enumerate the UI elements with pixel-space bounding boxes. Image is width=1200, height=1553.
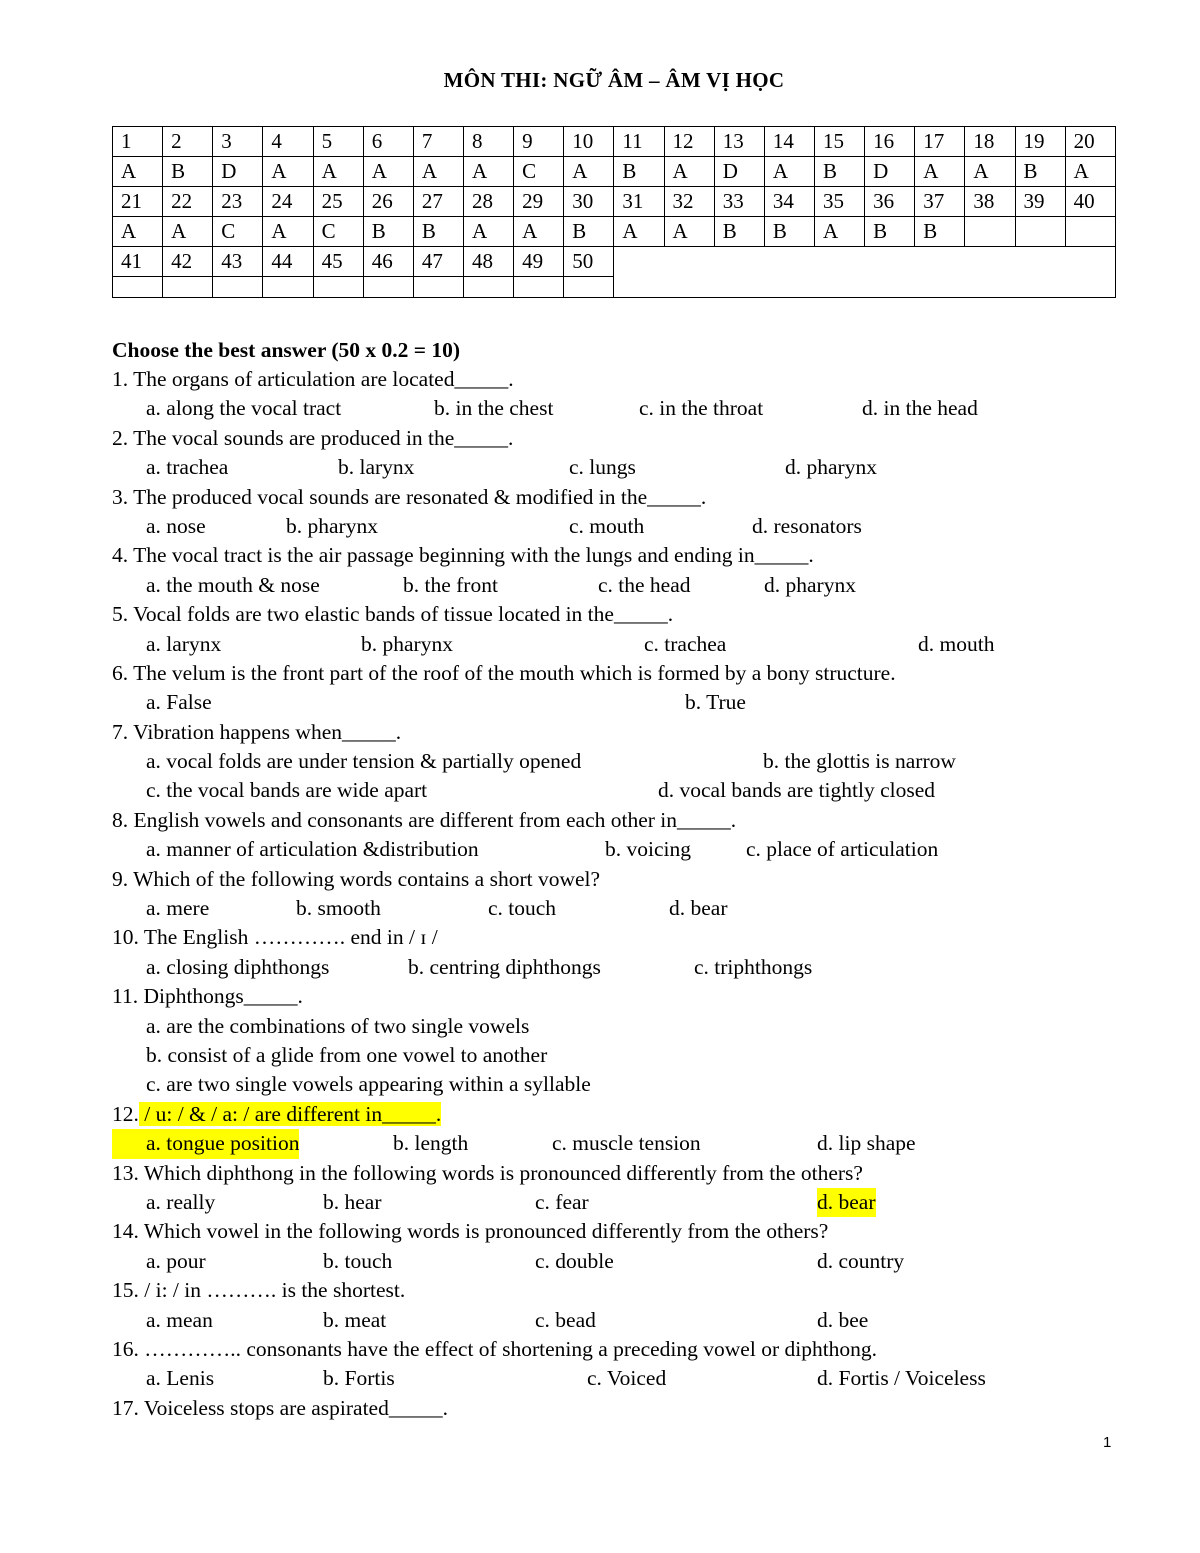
table-cell: A xyxy=(814,217,864,247)
table-cell: A xyxy=(363,157,413,187)
table-cell xyxy=(263,277,313,298)
option: b. in the chest xyxy=(434,396,554,421)
table-cell: 34 xyxy=(764,187,814,217)
table-cell: 39 xyxy=(1015,187,1065,217)
table-cell: 16 xyxy=(865,127,915,157)
table-cell: D xyxy=(213,157,263,187)
option: b. larynx xyxy=(338,455,415,480)
table-cell: 31 xyxy=(614,187,664,217)
option-row xyxy=(112,747,1112,776)
table-cell: B xyxy=(865,217,915,247)
question-text: 5. Vocal folds are two elastic bands of tissue located in the_____. xyxy=(112,602,674,627)
table-cell: A xyxy=(764,157,814,187)
option: c. trachea xyxy=(644,631,727,656)
question-text: 4. The vocal tract is the air passage beginning with the lungs and ending in_____. xyxy=(112,543,814,568)
option: c. lungs xyxy=(569,455,636,480)
table-cell: 11 xyxy=(614,127,664,157)
option: c. the head xyxy=(598,572,691,597)
table-cell: 40 xyxy=(1065,187,1115,217)
table-cell: 32 xyxy=(664,187,714,217)
table-cell: B xyxy=(814,157,864,187)
option: b. length xyxy=(393,1131,469,1156)
table-cell: 37 xyxy=(915,187,965,217)
table-cell: 41 xyxy=(113,247,163,277)
table-cell: 25 xyxy=(313,187,363,217)
table-cell: B xyxy=(714,217,764,247)
question-text: 6. The velum is the front part of the roof of the mouth which is formed by a bony structure. xyxy=(112,660,896,685)
table-cell: 13 xyxy=(714,127,764,157)
table-row xyxy=(113,187,1116,217)
question-text: 1. The organs of articulation are located_____. xyxy=(112,367,514,391)
table-cell: D xyxy=(714,157,764,187)
table-cell: 1 xyxy=(113,127,163,157)
table-cell: A xyxy=(614,217,664,247)
option: b. centring diphthongs xyxy=(408,954,601,979)
option: d. pharynx xyxy=(764,572,856,597)
option-row xyxy=(112,1129,1112,1158)
table-cell: 49 xyxy=(514,247,564,277)
option-row xyxy=(112,571,1112,600)
table-cell xyxy=(213,277,263,298)
page-number: 1 xyxy=(1103,1434,1112,1451)
table-cell: 45 xyxy=(313,247,363,277)
table-cell: A xyxy=(113,157,163,187)
table-cell: 9 xyxy=(514,127,564,157)
option: b. consist of a glide from one vowel to another xyxy=(146,1042,548,1067)
option-row xyxy=(112,1247,1112,1276)
option: a. larynx xyxy=(146,631,222,656)
option: c. mouth xyxy=(569,513,645,538)
option: a. pour xyxy=(146,1248,206,1273)
question-text: 3. The produced vocal sounds are resonated & modified in the_____. xyxy=(112,484,707,509)
table-cell: 20 xyxy=(1065,127,1115,157)
option: d. country xyxy=(817,1248,905,1273)
option-row xyxy=(112,1012,1112,1041)
table-cell: B xyxy=(163,157,213,187)
question-text: 10. The English …………. end in / ɪ / xyxy=(112,925,438,950)
option: b. smooth xyxy=(296,896,381,921)
table-cell: 18 xyxy=(965,127,1015,157)
table-cell: 27 xyxy=(413,187,463,217)
option: b. voicing xyxy=(605,837,691,862)
question-text: 7. Vibration happens when_____. xyxy=(112,719,402,744)
option: c. the vocal bands are wide apart xyxy=(146,778,428,803)
table-cell: D xyxy=(865,157,915,187)
table-cell: 48 xyxy=(463,247,513,277)
table-cell: A xyxy=(664,157,714,187)
table-row xyxy=(113,127,1116,157)
page-title: MÔN THI: NGỮ ÂM – ÂM VỊ HỌC xyxy=(443,68,785,92)
table-cell: A xyxy=(664,217,714,247)
option: a. closing diphthongs xyxy=(146,954,330,979)
table-cell xyxy=(514,277,564,298)
option: a. mean xyxy=(146,1307,213,1332)
question-text: 15. / i: / in ………. is the shortest. xyxy=(112,1278,406,1303)
option: b. meat xyxy=(323,1307,387,1332)
table-cell: A xyxy=(163,217,213,247)
question-text: 16. ………….. consonants have the effect of shortening a preceding vowel or diphthong. xyxy=(112,1336,878,1361)
option-row xyxy=(112,1041,1112,1070)
option: a. vocal folds are under tension & partially opened xyxy=(146,749,582,774)
table-cell: 38 xyxy=(965,187,1015,217)
option: a. the mouth & nose xyxy=(146,572,320,597)
table-cell: C xyxy=(514,157,564,187)
option: c. in the throat xyxy=(639,396,764,421)
table-cell xyxy=(113,277,163,298)
option: b. touch xyxy=(323,1248,393,1273)
table-cell: 4 xyxy=(263,127,313,157)
option: b. pharynx xyxy=(361,631,453,656)
table-cell: A xyxy=(915,157,965,187)
option: d. bee xyxy=(817,1307,869,1332)
table-cell xyxy=(463,277,513,298)
option-row xyxy=(112,1364,1112,1393)
table-cell: C xyxy=(313,217,363,247)
option: a. trachea xyxy=(146,455,229,480)
option-row xyxy=(112,512,1112,541)
table-cell xyxy=(1065,217,1115,247)
table-cell: C xyxy=(213,217,263,247)
table-cell: 30 xyxy=(564,187,614,217)
table-cell: 14 xyxy=(764,127,814,157)
table-cell: A xyxy=(263,217,313,247)
question-text: 13. Which diphthong in the following words is pronounced differently from the others? xyxy=(112,1160,863,1185)
table-cell: A xyxy=(463,217,513,247)
table-cell: A xyxy=(463,157,513,187)
table-cell: 7 xyxy=(413,127,463,157)
table-cell: 24 xyxy=(263,187,313,217)
table-cell: 47 xyxy=(413,247,463,277)
table-cell: 2 xyxy=(163,127,213,157)
option-row xyxy=(112,1306,1112,1335)
question-text: 8. English vowels and consonants are different from each other in_____. xyxy=(112,807,737,832)
option: c. Voiced xyxy=(587,1366,667,1391)
table-cell xyxy=(313,277,363,298)
highlighted-question-text: / u: / & / a: / are different in_____. xyxy=(138,1101,442,1126)
table-row xyxy=(113,157,1116,187)
table-cell: 29 xyxy=(514,187,564,217)
option-row xyxy=(112,776,1112,805)
table-cell: 44 xyxy=(263,247,313,277)
table-cell: B xyxy=(564,217,614,247)
question-text: 2. The vocal sounds are produced in the_____. xyxy=(112,425,514,450)
table-cell: 21 xyxy=(113,187,163,217)
option-row xyxy=(112,394,1112,423)
option-row xyxy=(112,894,1112,923)
table-cell xyxy=(564,277,614,298)
question-text: 17. Voiceless stops are aspirated_____. xyxy=(112,1395,448,1420)
option: d. mouth xyxy=(918,631,995,656)
option: b. the glottis is narrow xyxy=(763,749,956,774)
table-row xyxy=(113,217,1116,247)
section-heading: Choose the best answer (50 x 0.2 = 10) xyxy=(112,338,461,362)
table-cell: A xyxy=(113,217,163,247)
table-cell xyxy=(1015,217,1065,247)
table-cell: B xyxy=(764,217,814,247)
option: b. True xyxy=(685,690,746,715)
table-cell: 5 xyxy=(313,127,363,157)
table-cell: A xyxy=(313,157,363,187)
option-row xyxy=(112,630,1112,659)
table-cell: 43 xyxy=(213,247,263,277)
question-text: 14. Which vowel in the following words is pronounced differently from the others? xyxy=(112,1219,829,1244)
option: d. Fortis / Voiceless xyxy=(817,1366,986,1391)
option: a. False xyxy=(146,690,212,715)
table-cell: A xyxy=(514,217,564,247)
option-row xyxy=(112,1070,1112,1099)
option: c. touch xyxy=(488,896,557,921)
table-cell: B xyxy=(363,217,413,247)
question-text: 11. Diphthongs_____. xyxy=(112,984,303,1009)
option: a. Lenis xyxy=(146,1366,215,1391)
option: d. resonators xyxy=(752,513,862,538)
table-cell: 35 xyxy=(814,187,864,217)
table-row xyxy=(113,247,1116,277)
table-cell: A xyxy=(965,157,1015,187)
option: a. nose xyxy=(146,513,206,538)
option: c. double xyxy=(535,1248,614,1273)
option-row xyxy=(112,835,1112,864)
option: a. manner of articulation &distribution xyxy=(146,837,479,862)
option-row xyxy=(112,688,1112,717)
question-text: 9. Which of the following words contains a short vowel? xyxy=(112,866,601,891)
table-cell: 22 xyxy=(163,187,213,217)
table-cell: A xyxy=(1065,157,1115,187)
table-cell: 6 xyxy=(363,127,413,157)
table-cell: B xyxy=(614,157,664,187)
option: a. mere xyxy=(146,896,210,921)
option: a. along the vocal tract xyxy=(146,396,342,421)
table-cell: 8 xyxy=(463,127,513,157)
highlighted-option: d. bear xyxy=(817,1188,876,1217)
highlighted-option: a. tongue position xyxy=(112,1129,299,1158)
table-cell xyxy=(413,277,463,298)
table-cell: 50 xyxy=(564,247,614,277)
option-row xyxy=(112,1188,1112,1217)
table-cell: A xyxy=(413,157,463,187)
table-cell: 36 xyxy=(865,187,915,217)
table-cell: 28 xyxy=(463,187,513,217)
option: c. muscle tension xyxy=(552,1131,701,1156)
table-cell: A xyxy=(263,157,313,187)
table-cell: 42 xyxy=(163,247,213,277)
table-cell: 15 xyxy=(814,127,864,157)
option: c. place of articulation xyxy=(746,837,939,862)
table-cell xyxy=(163,277,213,298)
option: d. vocal bands are tightly closed xyxy=(658,778,936,803)
question-list xyxy=(112,336,1112,1423)
table-cell: 12 xyxy=(664,127,714,157)
option: c. triphthongs xyxy=(694,954,813,979)
option: c. bead xyxy=(535,1307,596,1332)
table-cell: 17 xyxy=(915,127,965,157)
table-cell: A xyxy=(564,157,614,187)
option: b. Fortis xyxy=(323,1366,395,1391)
table-cell: 46 xyxy=(363,247,413,277)
table-cell: B xyxy=(1015,157,1065,187)
table-empty-block xyxy=(614,247,1116,298)
table-cell xyxy=(363,277,413,298)
table-cell: 23 xyxy=(213,187,263,217)
option: b. the front xyxy=(403,572,498,597)
option: d. in the head xyxy=(862,396,978,421)
option-row xyxy=(112,453,1112,482)
table-cell: B xyxy=(915,217,965,247)
option: d. lip shape xyxy=(817,1131,916,1156)
option: b. hear xyxy=(323,1189,382,1214)
option: c. are two single vowels appearing within a syllable xyxy=(146,1072,591,1097)
table-cell: B xyxy=(413,217,463,247)
question-text xyxy=(112,1100,1112,1129)
answer-key-table xyxy=(112,126,1116,298)
option: a. really xyxy=(146,1189,216,1214)
option: d. pharynx xyxy=(785,455,877,480)
option: d. bear xyxy=(669,896,728,921)
question-number: 12. xyxy=(112,1101,139,1126)
option: c. fear xyxy=(535,1189,589,1214)
option: b. pharynx xyxy=(286,513,378,538)
table-cell xyxy=(965,217,1015,247)
option: a. are the combinations of two single vowels xyxy=(146,1013,530,1038)
table-cell: 26 xyxy=(363,187,413,217)
table-cell: 33 xyxy=(714,187,764,217)
table-cell: 19 xyxy=(1015,127,1065,157)
table-cell: 10 xyxy=(564,127,614,157)
table-cell: 3 xyxy=(213,127,263,157)
option-row xyxy=(112,953,1112,982)
